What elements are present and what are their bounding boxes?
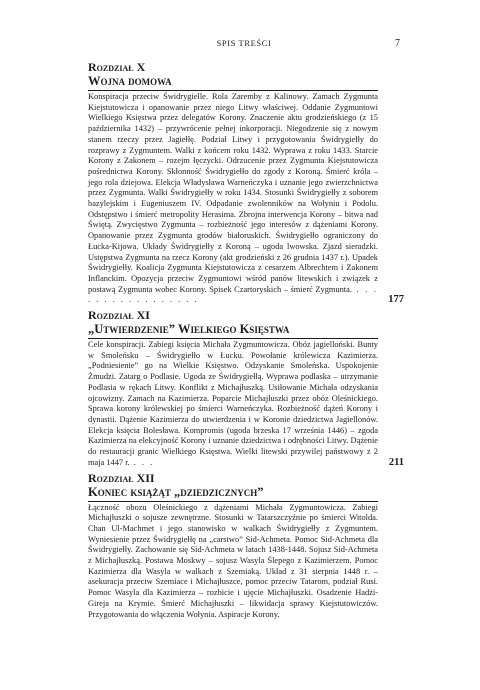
chapter-entry	[88, 308, 404, 468]
chapter-label: Rozdział XI	[88, 308, 150, 323]
page-number: 7	[395, 38, 400, 49]
chapter-entry	[88, 471, 378, 621]
chapter-page-number: 177	[388, 294, 404, 306]
running-head: SPIS TREŚCI	[216, 38, 272, 48]
chapter-summary-text: Cele konspiracji. Zabiegi księcia Michała Zygmuntowicza. Obóz jagielloński. Bunty w Smoleńsku – Świdrygiełło w Łucku. Powołanie królewicza Kazimierza. „Podniesienie” go na Wielkie Księstwo. Odzyskanie Smoleńska. Uspokojenie Żmudzi. Zatarg o Podlasie. Ugoda ze Świdrygiełłą. Wyprawa podlaska – utrzymanie Podlasia w rękach Litwy. Konflikt z Michajłuszką. Usiłowanie Michała odzyskania ojcowizny. Zamach na Kazimierza. Poparcie Michajłuszki przez obóz Oleśnickiego. Sprawa korony królewskiej po śmierci Warneńczyka. Rozbieżność dążeń Korony i dynastii. Dążenie Kazimierza do utwierdzenia i w Koronie dziedzictwa Jagiellonów. Elekcja księcia Bolesława. Kompromis (ugoda brzeska 17 września 1446) – zgoda Kazimierza na elekcyjność Korony i uznanie dziedzictwa i odrębności Litwy. Dążenie do restauracji granic Wielkiego Księstwa. Wielki litewski przywilej państwowy z 2 maja 1447 r.	[88, 340, 378, 467]
chapter-summary	[88, 503, 378, 621]
chapter-summary-text: Łączność obozu Oleśnickiego z dążeniami Michała Zygmuntowicza. Zabiegi Michajłuszki o sojusze zewnętrzne. Stosunki w Tatarszczyźnie po śmierci Witolda. Chan Ul-Machmet i jego stanowisko w walkach Świdrygiełły z Zygmuntem. Wyniesienie przez Świdrygiełłę na „carstwo” Sid-Achmeta. Pomoc Sid-Achmeta dla Świdrygiełły. Zachowanie się Sid-Achmeta w latach 1438-1448. Sojusz Sid-Achmeta z Michajłuszką. Postawa Moskwy – sojusz Wasyla Ślepego z Kazimierzem. Pomoc Kazimierza dla Wasyla w walkach z Szemiaką. Układ z 31 sierpnia 1448 r. – asekuracja przeciw Szemiace i Michajłuszce, pomoc przeciw Tatarom, podział Rusi. Pomoc Wasyla dla Kazimierza – rozbicie i ujęcie Michajłuszki. Osadzenie Hadżi-Gireja na Krymie. Śmierć Michajłuszki – likwidacja sprawy Kiejstutowiczów. Przygotowania do włączenia Wołynia. Aspiracje Korony.	[88, 502, 378, 619]
dot-leader: . . .	[129, 457, 155, 467]
chapter-label: Rozdział XII	[88, 470, 155, 485]
chapter-title: „Utwierdzenie” Wielkiego Księstwa	[88, 322, 378, 339]
chapter-title: Wojna domowa	[88, 74, 378, 91]
chapter-summary	[88, 340, 404, 468]
chapter-page-number: 211	[388, 456, 404, 468]
chapter-label: Rozdział X	[88, 60, 146, 74]
page-header	[88, 38, 400, 54]
dot-leader: . . . . . . . . . . . . . . . . .	[88, 284, 378, 305]
table-of-contents	[88, 58, 404, 622]
chapter-title: Koniec książąt „dziedzicznych”	[88, 485, 378, 502]
chapter-summary	[88, 92, 404, 306]
chapter-summary-text: Konspiracja przeciw Świdrygielle. Rola Zaremby z Kalinowy. Zamach Zygmunta Kiejstutowicza i opanowanie przez niego Litwy właściwej. Oddanie Zygmuntowi Wielkiego Księstwa przez delegatów Korony. Znaczenie aktu grodzieńskiego (z 15 października 1432) – przywrócenie pełnej inkorporacji. Niegodzenie się z nowym stanem rzeczy przez Jagiełłę. Podział Litwy i przygotowania Świdrygiełły do rozprawy z Zygmuntem. Walki z końcem roku 1432. Wyprawa z roku 1433. Starcie Korony z Zakonem – rozejm łęczycki. Odrzucenie przez Zygmunta Kiejstutowicza pośrednictwa Korony. Skłonność Świdrygiełło do zgody z Koroną. Śmierć króla – jego rola dziejowa. Elekcja Władysława Warneńczyka i uznanie jego zwierzchnictwa przez Zygmunta. Walki Świdrygiełły w roku 1434. Stosunki Świdrygiełły z soborem bazylejskim i Eugeniuszem IV. Odpadanie zwolenników na Wołyniu i Podolu. Odstępstwo i śmierć metropolity Herasima. Zbrojna interwencja Korony – bitwa nad Świętą. Zwycięstwo Zygmunta – rozbieżność jego interesów z dążeniami Korony. Opanowanie przez Zygmunta grodów białoruskich. Świdrygiełło ograniczony do Łucka-Kijowa. Układy Świdrygiełły z Koroną – ugoda lwowska. Zjazd sieradzki. Ustępstwa Zygmunta na rzecz Korony (akt grodzieński z 26 grudnia 1437 r.). Upadek Świdrygiełły. Koalicja Zygmunta Kiejstutowicza z cesarzem Albrechtem i Zakonem Inflanckim. Opozycja przeciw Zygmuntowi wśród panów litewskich i związek z postawą Zygmunta wobec Korony. Spisek Czartoryskich – śmierć Zygmunta.	[88, 92, 378, 294]
chapter-entry	[88, 60, 404, 306]
